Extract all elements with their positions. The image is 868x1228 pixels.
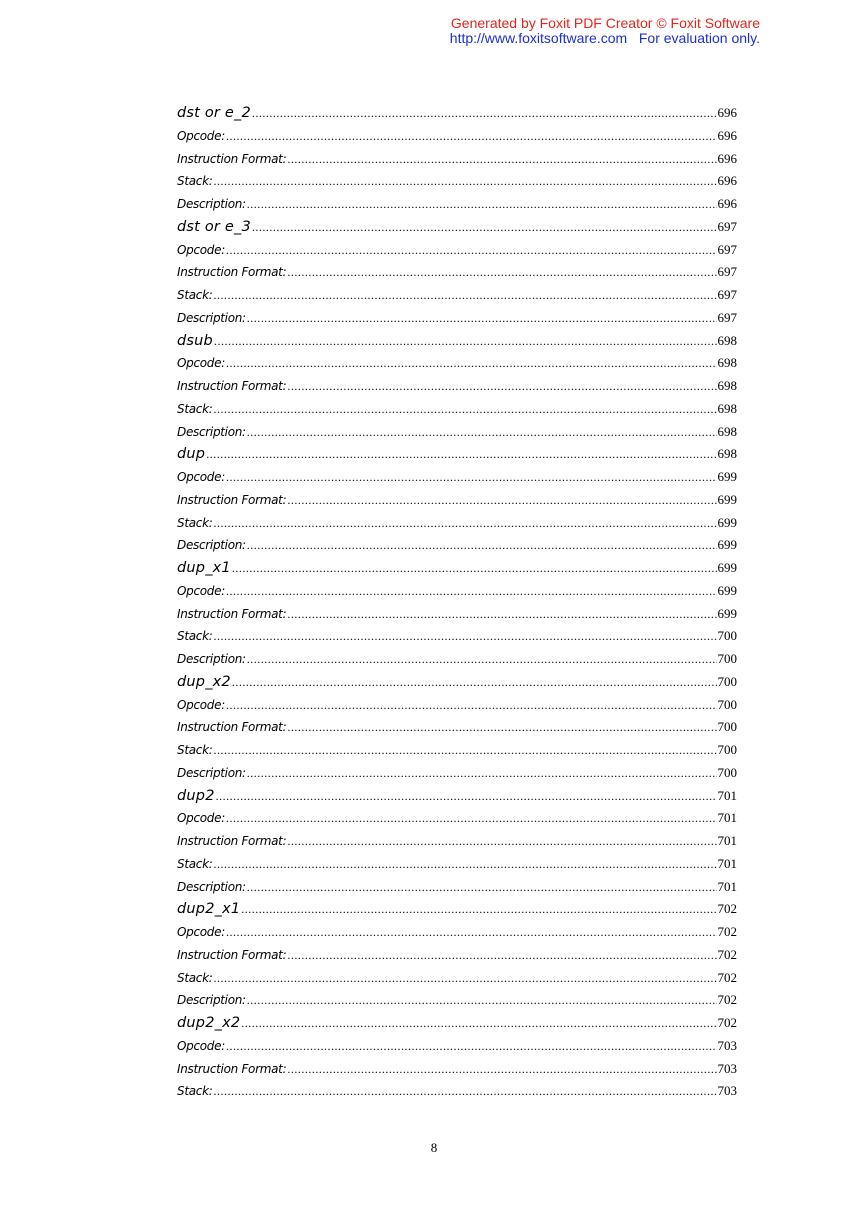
- dot-leader: [247, 538, 717, 553]
- toc-heading-entry[interactable]: [177, 446, 737, 469]
- toc-entry-page: 698: [717, 332, 737, 348]
- toc-sub-entry[interactable]: [177, 310, 737, 333]
- toc-sub-entry[interactable]: [177, 583, 737, 606]
- dot-leader: [213, 516, 716, 531]
- toc-sub-entry[interactable]: [177, 128, 737, 151]
- watermark-line: Generated by Foxit PDF Creator © Foxit Software: [450, 15, 760, 31]
- toc-entry-page: 701: [717, 855, 737, 871]
- watermark-url[interactable]: http://www.foxitsoftware.com: [449, 30, 628, 46]
- toc-sub-entry[interactable]: [177, 810, 737, 833]
- toc-entry-page: 702: [717, 901, 737, 917]
- toc-sub-entry[interactable]: [177, 765, 737, 788]
- toc-sub-entry[interactable]: [177, 173, 737, 196]
- toc-sub-entry[interactable]: [177, 1038, 737, 1061]
- dot-leader: [287, 607, 716, 622]
- toc-sub-entry[interactable]: [177, 378, 737, 401]
- toc-heading-entry[interactable]: [177, 333, 737, 356]
- dot-leader: [287, 720, 716, 735]
- dot-leader: [247, 993, 717, 1008]
- dot-leader: [226, 470, 717, 485]
- toc-entry-page: 698: [717, 446, 737, 462]
- toc-entry-page: 696: [717, 150, 737, 166]
- toc-entry-page: 698: [717, 355, 737, 371]
- toc-entry-label: Stack:: [177, 743, 213, 757]
- toc-sub-entry[interactable]: [177, 196, 737, 219]
- toc-entry-page: 700: [717, 764, 737, 780]
- toc-entry-page: 697: [717, 287, 737, 302]
- toc-heading-entry[interactable]: [177, 674, 737, 697]
- toc-entry-label: Opcode:: [177, 697, 225, 712]
- dot-leader: [226, 129, 717, 144]
- toc-sub-entry[interactable]: [177, 628, 737, 651]
- page-number: 8: [430, 1140, 438, 1155]
- toc-entry-page: 697: [717, 241, 737, 257]
- toc-entry-label: Opcode:: [177, 356, 225, 371]
- toc-entry-label: Description:: [177, 197, 246, 211]
- dot-leader: [287, 265, 716, 280]
- toc-entry-page: 702: [717, 946, 737, 962]
- toc-entry-page: 697: [717, 218, 737, 234]
- dot-leader: [214, 334, 717, 349]
- toc-sub-entry[interactable]: [177, 264, 737, 287]
- toc-entry-page: 703: [717, 1083, 737, 1099]
- toc-entry-label: Opcode:: [177, 925, 225, 939]
- toc-entry-label: dup2_x2: [177, 1015, 241, 1031]
- dot-leader: [241, 1016, 716, 1031]
- toc-entry-page: 700: [717, 673, 737, 689]
- toc-entry-page: 703: [717, 1060, 737, 1076]
- dot-leader: [287, 379, 716, 394]
- dot-leader: [213, 971, 716, 986]
- toc-entry-page: 700: [717, 742, 737, 757]
- dot-leader: [213, 857, 716, 872]
- dot-leader: [226, 356, 717, 371]
- toc-sub-entry[interactable]: [177, 970, 737, 993]
- toc-entry-page: 702: [717, 992, 737, 1008]
- toc-entry-page: 696: [717, 127, 737, 143]
- dot-leader: [226, 584, 717, 599]
- toc-entry-page: 699: [717, 469, 737, 484]
- toc-entry-label: dup: [177, 446, 206, 463]
- toc-entry-label: dst or e_2: [177, 105, 251, 121]
- toc-entry-label: Instruction Format:: [177, 947, 287, 962]
- dot-leader: [213, 288, 716, 303]
- toc-sub-entry[interactable]: [177, 992, 737, 1015]
- toc-entry-page: 699: [717, 537, 737, 553]
- toc-sub-entry[interactable]: [177, 606, 737, 629]
- toc-entry-label: Opcode:: [177, 242, 225, 257]
- toc-entry-label: dup_x1: [177, 560, 231, 576]
- dot-leader: [226, 698, 717, 713]
- toc-entry-label: Opcode:: [177, 1038, 225, 1053]
- toc-sub-entry[interactable]: [177, 697, 737, 720]
- dot-leader: [213, 629, 716, 644]
- toc-entry-label: Instruction Format:: [177, 379, 287, 393]
- toc-heading-entry[interactable]: [177, 560, 737, 583]
- toc-entry-page: 703: [717, 1037, 737, 1053]
- toc-sub-entry[interactable]: [177, 947, 737, 970]
- table-of-contents: [177, 105, 737, 1106]
- toc-entry-label: Stack:: [177, 401, 213, 416]
- toc-entry-page: 701: [717, 833, 737, 848]
- toc-sub-entry[interactable]: [177, 651, 737, 674]
- toc-entry-label: dst or e_3: [177, 218, 251, 235]
- toc-entry-label: Instruction Format:: [177, 834, 287, 848]
- toc-entry-label: Opcode:: [177, 583, 225, 598]
- dot-leader: [252, 106, 717, 121]
- toc-entry-label: Opcode:: [177, 128, 225, 143]
- dot-leader: [213, 743, 716, 758]
- toc-entry-label: Description:: [177, 424, 246, 439]
- toc-entry-page: 700: [717, 696, 737, 712]
- toc-entry-label: Description:: [177, 652, 246, 666]
- dot-leader: [216, 789, 717, 804]
- toc-sub-entry[interactable]: [177, 424, 737, 447]
- toc-heading-entry[interactable]: [177, 1015, 737, 1038]
- toc-sub-entry[interactable]: [177, 355, 737, 378]
- toc-entry-page: 700: [717, 719, 737, 735]
- toc-entry-page: 696: [717, 196, 737, 211]
- toc-entry-label: Description:: [177, 765, 246, 780]
- toc-entry-page: 699: [717, 514, 737, 530]
- dot-leader: [247, 880, 717, 895]
- dot-leader: [232, 561, 717, 576]
- toc-heading-entry[interactable]: [177, 788, 737, 811]
- toc-entry-label: Instruction Format:: [177, 265, 287, 280]
- dot-leader: [287, 152, 716, 167]
- toc-sub-entry[interactable]: [177, 287, 737, 310]
- toc-entry-page: 698: [717, 423, 737, 439]
- dot-leader: [226, 243, 717, 258]
- toc-entry-label: Opcode:: [177, 470, 225, 484]
- toc-heading-entry[interactable]: [177, 901, 737, 924]
- toc-sub-entry[interactable]: [177, 242, 737, 265]
- toc-entry-label: Description:: [177, 310, 246, 325]
- toc-sub-entry[interactable]: [177, 1061, 737, 1084]
- toc-entry-label: Instruction Format:: [177, 492, 287, 507]
- toc-entry-label: dup2: [177, 787, 215, 804]
- dot-leader: [226, 811, 717, 826]
- dot-leader: [247, 311, 717, 326]
- toc-entry-page: 698: [717, 400, 737, 416]
- toc-entry-label: dup_x2: [177, 673, 231, 690]
- toc-entry-label: Stack:: [177, 1084, 213, 1099]
- toc-entry-page: 701: [717, 878, 737, 894]
- toc-entry-page: 699: [717, 560, 737, 575]
- dot-leader: [206, 447, 716, 462]
- dot-leader: [287, 834, 716, 849]
- toc-entry-page: 698: [717, 378, 737, 393]
- toc-sub-entry[interactable]: [177, 151, 737, 174]
- toc-sub-entry[interactable]: [177, 719, 737, 742]
- toc-entry-label: Description:: [177, 879, 246, 894]
- toc-entry-page: 700: [717, 651, 737, 666]
- toc-entry-page: 702: [717, 924, 737, 939]
- dot-leader: [247, 652, 717, 667]
- toc-entry-label: Stack:: [177, 629, 213, 644]
- toc-heading-entry[interactable]: [177, 105, 737, 128]
- dot-leader: [213, 1084, 716, 1099]
- toc-entry-label: Description:: [177, 538, 246, 553]
- toc-entry-label: Instruction Format:: [177, 720, 287, 735]
- toc-sub-entry[interactable]: [177, 1083, 737, 1106]
- dot-leader: [232, 675, 717, 690]
- toc-heading-entry[interactable]: [177, 219, 737, 242]
- toc-sub-entry[interactable]: [177, 492, 737, 515]
- toc-entry-page: 699: [717, 582, 737, 598]
- dot-leader: [226, 1039, 717, 1054]
- toc-entry-page: 699: [717, 605, 737, 621]
- toc-entry-label: dsub: [177, 332, 213, 349]
- toc-entry-label: Opcode:: [177, 811, 225, 826]
- toc-entry-page: 701: [717, 810, 737, 826]
- toc-entry-page: 697: [717, 264, 737, 280]
- toc-entry-label: Description:: [177, 993, 246, 1008]
- toc-entry-label: Stack:: [177, 515, 213, 530]
- toc-entry-label: Stack:: [177, 288, 213, 302]
- toc-entry-label: Stack:: [177, 174, 213, 189]
- toc-entry-label: Instruction Format:: [177, 151, 287, 166]
- toc-sub-entry[interactable]: [177, 515, 737, 538]
- toc-entry-page: 696: [717, 173, 737, 189]
- toc-entry-label: Stack:: [177, 856, 213, 871]
- dot-leader: [247, 425, 717, 440]
- toc-entry-page: 699: [717, 491, 737, 507]
- toc-sub-entry[interactable]: [177, 833, 737, 856]
- dot-leader: [213, 174, 716, 189]
- toc-sub-entry[interactable]: [177, 537, 737, 560]
- toc-entry-page: 702: [717, 1015, 737, 1030]
- dot-leader: [252, 220, 717, 235]
- toc-entry-label: Stack:: [177, 970, 213, 985]
- watermark-url-line: [420, 31, 760, 46]
- foxit-watermark: [420, 16, 760, 46]
- toc-entry-page: 696: [717, 105, 737, 120]
- dot-leader: [287, 948, 716, 963]
- dot-leader: [226, 925, 717, 940]
- toc-sub-entry[interactable]: [177, 469, 737, 492]
- dot-leader: [247, 766, 717, 781]
- toc-entry-page: 697: [717, 309, 737, 325]
- toc-entry-label: Instruction Format:: [177, 1061, 287, 1076]
- dot-leader: [287, 493, 716, 508]
- toc-entry-page: 700: [717, 628, 737, 644]
- dot-leader: [241, 902, 716, 917]
- toc-entry-page: 702: [717, 969, 737, 985]
- toc-sub-entry[interactable]: [177, 856, 737, 879]
- toc-sub-entry[interactable]: [177, 742, 737, 765]
- toc-entry-label: dup2_x1: [177, 901, 241, 918]
- dot-leader: [247, 197, 717, 212]
- toc-entry-label: Instruction Format:: [177, 606, 287, 621]
- toc-entry-page: 701: [717, 787, 737, 803]
- toc-sub-entry[interactable]: [177, 879, 737, 902]
- dot-leader: [213, 402, 716, 417]
- watermark-note: For evaluation only.: [638, 30, 760, 46]
- toc-sub-entry[interactable]: [177, 401, 737, 424]
- toc-sub-entry[interactable]: [177, 924, 737, 947]
- dot-leader: [287, 1062, 716, 1077]
